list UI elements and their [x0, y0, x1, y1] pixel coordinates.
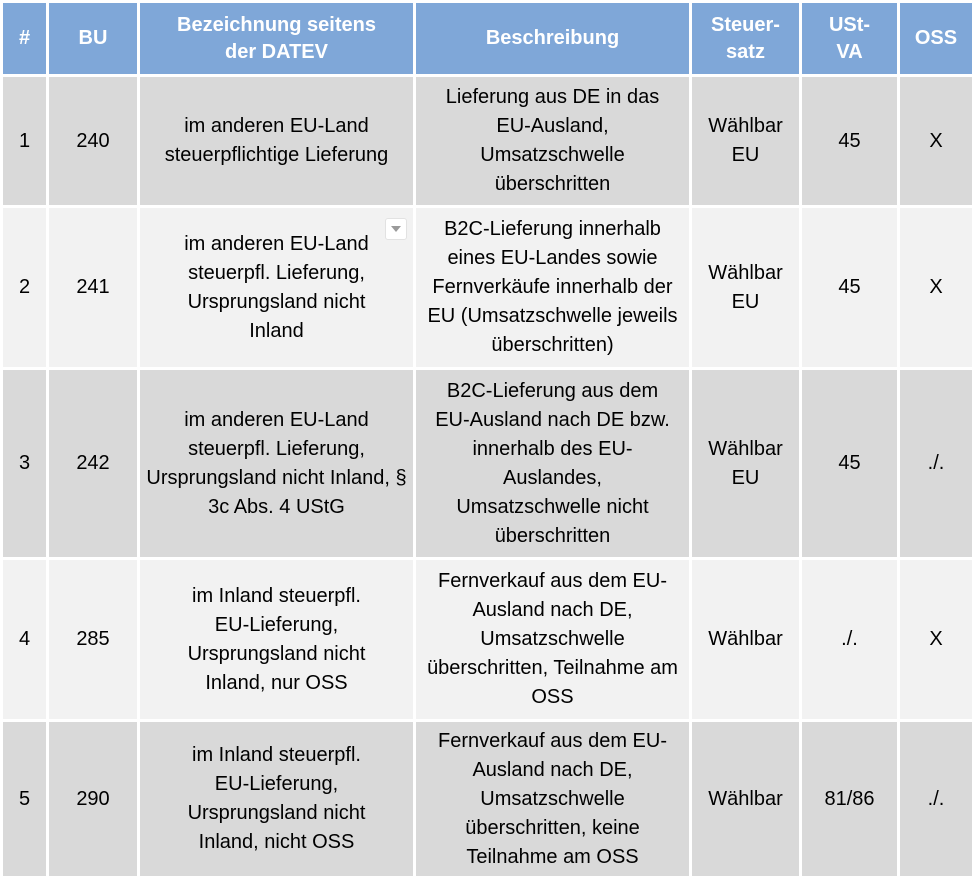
- header-beschreibung: Beschreibung: [415, 2, 691, 76]
- cell-oss: ./.: [899, 721, 972, 878]
- cell-bu: 290: [48, 721, 139, 878]
- cell-bezeichnung-text: im anderen EU-Land steuerpfl. Lieferung, Ursprungsland nicht Inland: [170, 230, 383, 346]
- cell-oss: X: [899, 559, 972, 721]
- header-num: #: [2, 2, 48, 76]
- cell-bu: 241: [48, 207, 139, 369]
- cell-oss: X: [899, 207, 972, 369]
- chevron-down-icon[interactable]: [385, 218, 407, 240]
- header-bezeichnung: [139, 2, 415, 76]
- cell-bezeichnung: [139, 207, 415, 369]
- cell-steuersatz: Wählbar: [691, 721, 801, 878]
- cell-num: 3: [2, 369, 48, 559]
- cell-beschreibung: Lieferung aus DE in das EU-Ausland, Umsatzschwelle überschritten: [415, 76, 691, 207]
- header-ustva: [801, 2, 899, 76]
- cell-ustva: 45: [801, 76, 899, 207]
- cell-bu: 285: [48, 559, 139, 721]
- cell-steuersatz: Wählbar EU: [691, 369, 801, 559]
- table-row: [2, 369, 972, 559]
- cell-bu: 242: [48, 369, 139, 559]
- cell-ustva: 45: [801, 207, 899, 369]
- header-bu: BU: [48, 2, 139, 76]
- cell-bu: 240: [48, 76, 139, 207]
- cell-oss: ./.: [899, 369, 972, 559]
- cell-ustva: 45: [801, 369, 899, 559]
- cell-bezeichnung: im anderen EU-Land steuerpflichtige Lieferung: [139, 76, 415, 207]
- cell-ustva: 81/86: [801, 721, 899, 878]
- header-steuersatz: [691, 2, 801, 76]
- cell-beschreibung: Fernverkauf aus dem EU-Ausland nach DE, Umsatzschwelle überschritten, Teilnahme am OSS: [415, 559, 691, 721]
- table-row: [2, 76, 972, 207]
- cell-steuersatz: Wählbar EU: [691, 207, 801, 369]
- cell-bezeichnung: im Inland steuerpfl. EU-Lieferung, Ursprungsland nicht Inland, nur OSS: [139, 559, 415, 721]
- header-ustva-label: USt-VA: [829, 14, 870, 63]
- cell-bezeichnung: im anderen EU-Land steuerpfl. Lieferung, Ursprungsland nicht Inland, § 3c Abs. 4 UStG: [139, 369, 415, 559]
- cell-bezeichnung: im Inland steuerpfl. EU-Lieferung, Ursprungsland nicht Inland, nicht OSS: [139, 721, 415, 878]
- header-row: [2, 2, 972, 76]
- cell-beschreibung: B2C-Lieferung innerhalb eines EU-Landes sowie Fernverkäufe innerhalb der EU (Umsatzschwelle jeweils überschritten): [415, 207, 691, 369]
- cell-num: 4: [2, 559, 48, 721]
- cell-steuersatz: Wählbar EU: [691, 76, 801, 207]
- cell-ustva: ./.: [801, 559, 899, 721]
- header-bezeichnung-label: Bezeichnung seitens der DATEV: [177, 14, 376, 63]
- cell-beschreibung: Fernverkauf aus dem EU-Ausland nach DE, Umsatzschwelle überschritten, keine Teilnahme am OSS: [415, 721, 691, 878]
- table-row: [2, 721, 972, 878]
- header-steuersatz-label: Steuer-satz: [711, 14, 780, 63]
- table-row: [2, 207, 972, 369]
- cell-beschreibung: B2C-Lieferung aus dem EU-Ausland nach DE bzw. innerhalb des EU-Auslandes, Umsatzschwelle nicht überschritten: [415, 369, 691, 559]
- cell-num: 5: [2, 721, 48, 878]
- header-oss: OSS: [899, 2, 972, 76]
- cell-oss: X: [899, 76, 972, 207]
- table-row: [2, 559, 972, 721]
- cell-num: 2: [2, 207, 48, 369]
- cell-steuersatz: Wählbar: [691, 559, 801, 721]
- cell-num: 1: [2, 76, 48, 207]
